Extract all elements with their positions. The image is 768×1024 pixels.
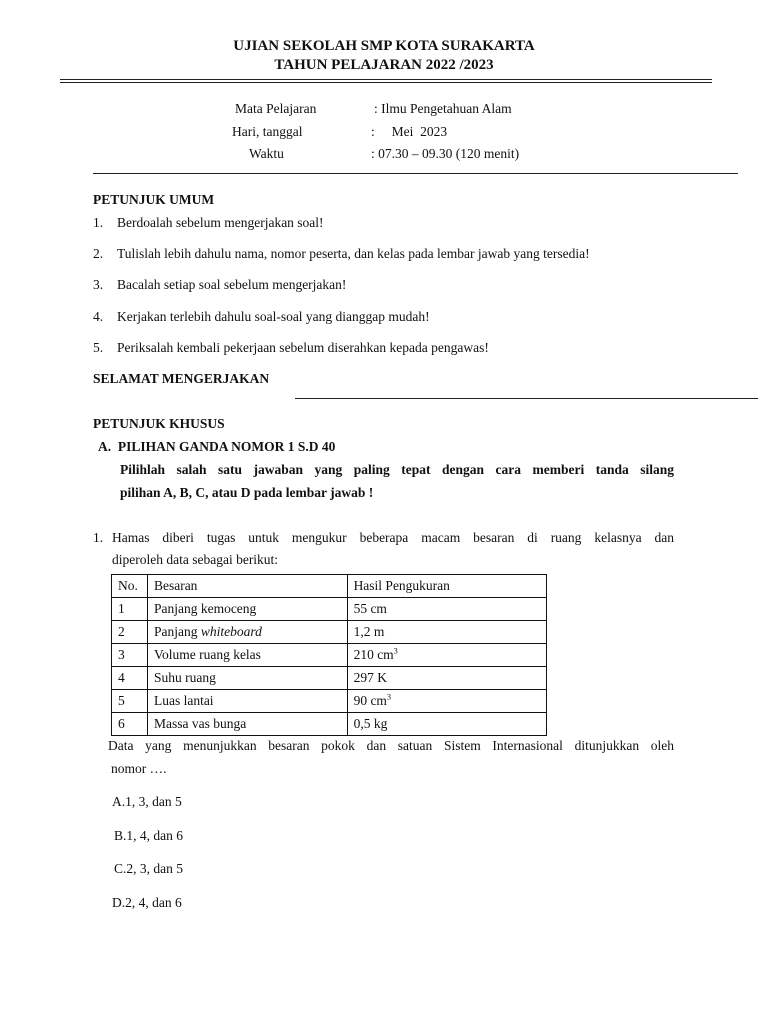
- row-quantity: Luas lantai: [147, 690, 347, 713]
- answer-option-c: C.2, 3, dan 5: [114, 861, 183, 876]
- row-number: 3: [112, 644, 148, 667]
- section-divider: [295, 398, 758, 399]
- instruction-text-line2: pilihan A, B, C, atau D pada lembar jawab !: [120, 485, 374, 500]
- question-followup-line2: nomor ….: [111, 761, 167, 776]
- list-item: 5. Periksalah kembali pekerjaan sebelum diserahkan kepada pengawas!: [93, 340, 489, 355]
- answer-option-b: B.1, 4, dan 6: [114, 828, 183, 843]
- table-row: [112, 621, 547, 644]
- table-row: [112, 713, 547, 736]
- instruction-text-line1: Pilihlah salah satu jawaban yang paling tepat dengan cara memberi tanda silang: [120, 462, 674, 477]
- row-number: 5: [112, 690, 148, 713]
- table-header-cell: Hasil Pengukuran: [347, 575, 546, 598]
- row-number: 4: [112, 667, 148, 690]
- list-item: 1. Berdoalah sebelum mengerjakan soal!: [93, 215, 324, 230]
- subject-label: Mata Pelajaran: [235, 101, 317, 116]
- row-number: 2: [112, 621, 148, 644]
- measurement-table: [111, 574, 547, 736]
- table-row: [112, 690, 547, 713]
- table-row: [112, 644, 547, 667]
- closing-heading: SELAMAT MENGERJAKAN: [93, 371, 270, 386]
- list-item: 2. Tulislah lebih dahulu nama, nomor peserta, dan kelas pada lembar jawab yang tersedia!: [93, 246, 590, 261]
- row-quantity: Panjang kemoceng: [147, 598, 347, 621]
- info-divider: [93, 173, 738, 174]
- answer-option-a: A.1, 3, dan 5: [112, 794, 182, 809]
- table-row: [112, 598, 547, 621]
- row-result: 0,5 kg: [347, 713, 546, 736]
- row-quantity: Suhu ruang: [147, 667, 347, 690]
- row-result: 1,2 m: [347, 621, 546, 644]
- question-stem-line2: diperoleh data sebagai berikut:: [112, 552, 279, 567]
- title-divider-top: [60, 79, 712, 80]
- row-number: 6: [112, 713, 148, 736]
- general-instructions-heading: PETUNJUK UMUM: [93, 192, 215, 207]
- subject-value: : Ilmu Pengetahuan Alam: [374, 101, 512, 116]
- date-value: : Mei 2023: [371, 124, 448, 139]
- table-header-cell: Besaran: [147, 575, 347, 598]
- title-divider-bottom: [60, 82, 712, 83]
- special-instructions-heading: PETUNJUK KHUSUS: [93, 416, 225, 431]
- row-quantity: Volume ruang kelas: [147, 644, 347, 667]
- answer-option-d: D.2, 4, dan 6: [112, 895, 182, 910]
- question-number: 1.: [93, 530, 104, 545]
- row-result: 90 $cm^3$: [347, 690, 546, 713]
- table-header-cell: No.: [112, 575, 148, 598]
- list-item: 3. Bacalah setiap soal sebelum mengerjakan!: [93, 277, 347, 292]
- list-item: 4. Kerjakan terlebih dahulu soal-soal yang dianggap mudah!: [93, 309, 430, 324]
- section-a-heading: A. PILIHAN GANDA NOMOR 1 S.D 40: [98, 439, 336, 454]
- time-label: Waktu: [249, 146, 284, 161]
- time-value: : 07.30 – 09.30 (120 menit): [371, 146, 520, 161]
- row-number: 1: [112, 598, 148, 621]
- row-result: 210 $cm^3$: [347, 644, 546, 667]
- school-year: TAHUN PELAJARAN 2022 /2023: [274, 57, 494, 73]
- exam-title: UJIAN SEKOLAH SMP KOTA SURAKARTA: [233, 38, 535, 54]
- date-label: Hari, tanggal: [232, 124, 303, 139]
- question-stem-line1: Hamas diberi tugas untuk mengukur beberapa macam besaran di ruang kelasnya dan: [112, 530, 674, 545]
- row-result: 55 cm: [347, 598, 546, 621]
- row-result: 297 K: [347, 667, 546, 690]
- row-quantity: Panjang whiteboard: [147, 621, 347, 644]
- table-row: [112, 667, 547, 690]
- question-followup-line1: Data yang menunjukkan besaran pokok dan satuan Sistem Internasional ditunjukkan oleh: [108, 738, 674, 753]
- row-quantity: Massa vas bunga: [147, 713, 347, 736]
- table-header-row: [112, 575, 547, 598]
